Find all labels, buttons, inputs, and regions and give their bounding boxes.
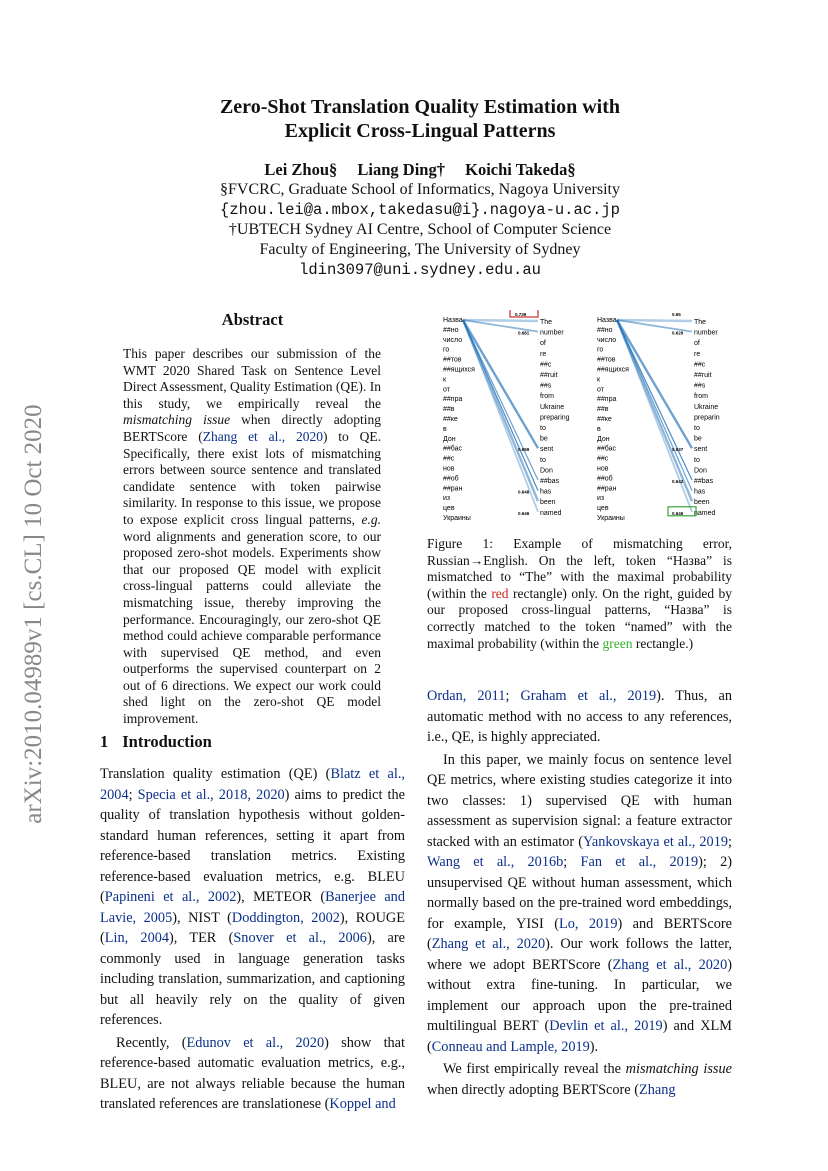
source-token: го	[597, 346, 604, 354]
citation-link[interactable]: Banerjee and Lavie, 2005	[100, 889, 405, 926]
citation-link[interactable]: Zhang et al., 2020	[431, 936, 546, 952]
body-text: ); 2) unsupervised QE without human assessment, which normally based on the pre-trained word embeddings, for example, YISI (	[427, 854, 733, 932]
target-token: Ukraine	[694, 403, 719, 411]
source-token: в	[597, 425, 601, 433]
source-token: нов	[443, 465, 455, 473]
target-token: sent	[540, 446, 554, 454]
target-token: Don	[694, 467, 707, 475]
target-token: to	[540, 456, 546, 464]
target-token: Ukraine	[540, 403, 565, 411]
abstract-body	[123, 346, 381, 728]
score-label: 0.739	[515, 312, 527, 317]
citation-link[interactable]: Ordan, 2011	[427, 688, 506, 704]
source-token: ##пра	[597, 396, 617, 404]
caption-text: Figure 1: Example of mismatching error, Russian→English. On the left, token “Назва” is mismatched to “The” with the maximal probability (within the	[427, 536, 732, 601]
affiliation-2: †UBTECH Sydney AI Centre, School of Computer Science	[228, 221, 612, 238]
citation-link[interactable]: Devlin et al., 2019	[549, 1018, 663, 1034]
emphasis-text: mismatching issue	[625, 1061, 732, 1077]
author-3: Koichi Takeda§	[465, 160, 576, 179]
target-token: ##s	[694, 382, 706, 390]
target-token: The	[694, 319, 707, 326]
alignment-line	[463, 320, 538, 480]
source-token: к	[597, 376, 601, 384]
source-token: в	[443, 425, 447, 433]
abstract-text: word alignments and generation score, to our proposed zero-shot models. Experiments show that our proposed QE model with explicit cross-lingual patterns could alleviate the mismatching issue, thereby improving the performance. Encouragingly, our zero-shot QE method could achieve comparable performance with supervised QE method, and even outperforms the supervised counterpart on 2 out of 6 directions. We expect our work could shed light on the zero-shot QE model improvement.	[123, 528, 381, 727]
source-token: число	[597, 336, 617, 344]
source-token: ##тов	[443, 356, 462, 364]
target-token: to	[694, 456, 700, 464]
intro-paragraph-2	[100, 1033, 405, 1115]
source-token: ##с	[443, 455, 455, 463]
source-token: от	[597, 386, 604, 394]
citation-link[interactable]: Zhang et al., 2020	[612, 956, 728, 973]
source-token: ##с	[597, 455, 609, 463]
source-token: ##в	[597, 406, 609, 414]
source-token: ##тов	[597, 356, 616, 364]
right-paragraph-3	[427, 1059, 732, 1100]
target-token: number	[540, 329, 564, 337]
source-token: ##ящихся	[597, 366, 629, 374]
source-token: из	[597, 495, 605, 503]
source-token: Назва	[597, 317, 617, 324]
target-token: named	[694, 509, 716, 517]
citation-link[interactable]: Blatz et al., 2004	[100, 766, 405, 803]
caption-red-word: red	[491, 585, 509, 601]
target-token: ##ruit	[694, 372, 712, 379]
citation-link[interactable]: Specia et al., 2018, 2020	[137, 786, 285, 803]
source-token: ##бас	[597, 445, 617, 453]
right-column	[427, 686, 732, 1100]
section-title: Introduction	[122, 732, 212, 751]
alignment-line	[463, 320, 538, 448]
citation-link[interactable]: Koppel and	[329, 1096, 396, 1112]
alignment-line	[617, 320, 692, 501]
source-token: от	[443, 386, 450, 394]
source-token: ##в	[443, 406, 455, 414]
target-token: from	[694, 393, 708, 401]
citation-link[interactable]: Doddington, 2002	[231, 909, 340, 926]
arxiv-stamp: arXiv:2010.04989v1 [cs.CL] 10 Oct 2020	[20, 404, 47, 824]
target-token: been	[694, 499, 710, 507]
target-token: to	[540, 425, 546, 432]
body-text: ) aims to predict the quality of translation hypothesis without golden-standard human references, setting it apart from reference-based translation metrics. Existing reference-based evaluation metrics, e.g. BLEU (	[100, 786, 406, 905]
body-text: ), ROUGE (	[100, 909, 405, 946]
source-token: число	[443, 336, 463, 344]
alignment-figure	[425, 310, 735, 525]
target-token: ##ruit	[540, 372, 558, 379]
target-token: ##c	[540, 361, 552, 369]
affiliation-1: §FVCRC, Graduate School of Informatics, Nagoya University	[220, 181, 620, 198]
source-token: Дон	[443, 435, 456, 443]
score-label: 0.646	[518, 510, 530, 516]
body-text: ). Our work follows the latter, where we adopt BERTScore (	[427, 936, 733, 973]
citation-link[interactable]: Wang et al., 2016b	[427, 854, 564, 870]
source-token: ##но	[597, 326, 613, 334]
target-token: be	[540, 435, 548, 443]
source-token: ##бас	[443, 445, 463, 453]
source-token: ##ке	[443, 416, 458, 423]
abstract-emph: e.g.	[361, 511, 381, 527]
target-token: of	[694, 340, 700, 348]
abstract-heading: Abstract	[221, 310, 284, 329]
source-token: Дон	[597, 435, 610, 443]
score-label: 0.681	[518, 330, 530, 336]
target-token: preparin	[694, 414, 720, 422]
target-token: been	[540, 499, 556, 507]
body-text: ) and XLM (	[427, 1018, 732, 1055]
target-token: number	[694, 329, 718, 337]
affiliation-3: Faculty of Engineering, The University of Sydney	[259, 241, 581, 258]
citation-link[interactable]: Zhang et al., 2020	[202, 428, 323, 444]
body-text: ), NIST (	[172, 909, 232, 926]
body-text: when directly adopting BERTScore (	[427, 1081, 639, 1098]
citation-link[interactable]: Papineni et al., 2002	[104, 889, 237, 905]
target-token: sent	[694, 446, 708, 454]
source-token: ##ран	[597, 485, 617, 493]
body-text: In this paper, we mainly focus on sentence level QE metrics, where existing studies categorize it into two classes: 1) supervised QE with human assessment as supervision signal: a feature extractor stacked with an estimator (	[427, 751, 732, 850]
body-text: Recently, (	[116, 1034, 187, 1051]
source-token: ##об	[443, 475, 459, 483]
target-token: Don	[540, 467, 553, 475]
body-text: ) without extra fine-tuning. In particular, we implement our approach upon the pre-trained multilingual BERT (	[427, 956, 732, 1034]
citation-link[interactable]: Graham et al., 2019	[520, 688, 657, 704]
target-token: ##s	[540, 382, 552, 390]
email-1: {zhou.lei@a.mbox,takedasu@i}.nagoya-u.ac.jp	[220, 201, 620, 219]
abstract-text: ) to QE. Specifically, there exist lots of mismatching errors between source sentence and translated candidate sentence with token pairwise similarity. In response to this issue, we propose to expose explicit cross lingual patterns,	[123, 428, 381, 527]
target-token: ##bas	[540, 478, 560, 485]
score-label: 0.642	[672, 479, 684, 484]
source-token: Украины	[443, 515, 471, 522]
target-token: has	[540, 488, 552, 496]
body-text: ;	[563, 854, 581, 870]
target-token: to	[694, 425, 700, 432]
body-text: ) and BERTScore (	[427, 915, 732, 952]
source-token: нов	[597, 465, 609, 473]
target-token: ##bas	[694, 478, 714, 485]
source-token: ##пра	[443, 396, 463, 404]
abstract-text: This paper describes our submission of the WMT 2020 Shared Task on Sentence Level Direct Assessment, Quality Estimation (QE). In this study, we empirically reveal the	[123, 346, 381, 411]
target-token: has	[694, 488, 706, 496]
score-label: 0.659	[518, 447, 530, 453]
title-line-2: Explicit Cross-Lingual Patterns	[284, 120, 556, 142]
source-token: к	[443, 376, 447, 384]
target-token: re	[540, 350, 547, 358]
source-token: ##ран	[443, 485, 463, 493]
figure-caption	[427, 536, 732, 652]
source-token: го	[443, 346, 450, 354]
abstract-text: when directly adopting BERTScore (	[123, 412, 382, 444]
body-text: ;	[728, 833, 732, 850]
author-list	[0, 160, 828, 180]
source-token: Назва	[443, 317, 463, 324]
citation-link[interactable]: Yankovskaya et al., 2019	[583, 833, 729, 850]
body-text: ), TER (	[169, 930, 234, 946]
body-text: ;	[505, 688, 521, 704]
body-text: ) show that reference-based automatic evaluation metrics, e.g., BLEU, are not always reliable because the human translated references are translationese (	[100, 1034, 406, 1112]
target-token: re	[694, 350, 701, 358]
source-token: ##об	[597, 475, 613, 483]
body-text: ).	[589, 1038, 599, 1055]
target-token: named	[540, 509, 562, 517]
citation-link[interactable]: Edunov et al., 2020	[186, 1034, 325, 1051]
caption-text: rectangle) only. On the right, guided by our proposed cross-lingual patterns, “Назва” is correctly matched to the token “named” with the maximal probability (within the	[427, 585, 732, 651]
source-token: цев	[443, 505, 455, 513]
score-label: 0.637	[672, 447, 684, 453]
alignment-line	[617, 320, 692, 491]
source-token: цев	[597, 505, 609, 513]
body-text: ). Thus, an automatic method with no access to any references, i.e., QE, is highly appreciated.	[427, 688, 732, 745]
score-label: 0.65	[672, 312, 681, 317]
target-token: The	[540, 319, 553, 326]
target-token: preparing	[540, 414, 570, 422]
target-token: from	[540, 393, 554, 401]
body-text: ;	[128, 786, 138, 803]
body-text: Translation quality estimation (QE) (	[100, 766, 331, 782]
score-label: 0.648	[518, 489, 530, 495]
target-token: be	[694, 435, 702, 443]
caption-text: rectangle.)	[632, 635, 694, 651]
body-text: We first empirically reveal the	[443, 1061, 626, 1077]
source-token: ##ящихся	[443, 366, 475, 374]
alignment-line	[617, 320, 692, 480]
source-token: ##ке	[597, 416, 612, 423]
section-heading	[100, 732, 212, 752]
citation-link[interactable]: Lo, 2019	[559, 915, 618, 932]
caption-green-word: green	[602, 635, 633, 651]
email-2: ldin3097@uni.sydney.edu.au	[299, 261, 541, 279]
author-1: Lei Zhou§	[264, 160, 338, 179]
citation-link[interactable]: Lin, 2004	[104, 930, 170, 946]
author-2: Liang Ding†	[357, 160, 445, 179]
target-token: of	[540, 340, 546, 348]
source-token: ##но	[443, 326, 459, 334]
right-paragraph-1	[427, 686, 732, 748]
section-number: 1	[100, 732, 109, 751]
alignment-line	[617, 320, 692, 448]
right-paragraph-2	[427, 750, 732, 1058]
source-token: Украины	[597, 515, 625, 522]
title-line-1: Zero-Shot Translation Quality Estimation with	[219, 96, 621, 118]
citation-link[interactable]: Zhang	[638, 1081, 676, 1098]
target-token: ##c	[694, 361, 706, 369]
body-text: ), METEOR (	[236, 889, 326, 905]
intro-paragraph-1	[100, 764, 405, 1031]
paper-title	[0, 95, 828, 143]
abstract-emph: mismatching issue	[123, 412, 231, 428]
citation-link[interactable]: Fan et al., 2019	[580, 854, 699, 870]
body-text: ), are commonly used in language generation tasks including translation, summarization, and captioning but all heavily rely on the quality of given references.	[100, 930, 405, 1028]
figure-1	[425, 310, 735, 525]
citation-link[interactable]: Snover et al., 2006	[233, 930, 367, 946]
citation-link[interactable]: Conneau and Lample, 2019	[431, 1038, 590, 1055]
score-label: 0.646	[672, 510, 684, 516]
source-token: из	[443, 495, 451, 503]
alignment-line	[463, 320, 538, 501]
score-label: 0.629	[672, 330, 684, 336]
intro-column	[100, 764, 405, 1115]
